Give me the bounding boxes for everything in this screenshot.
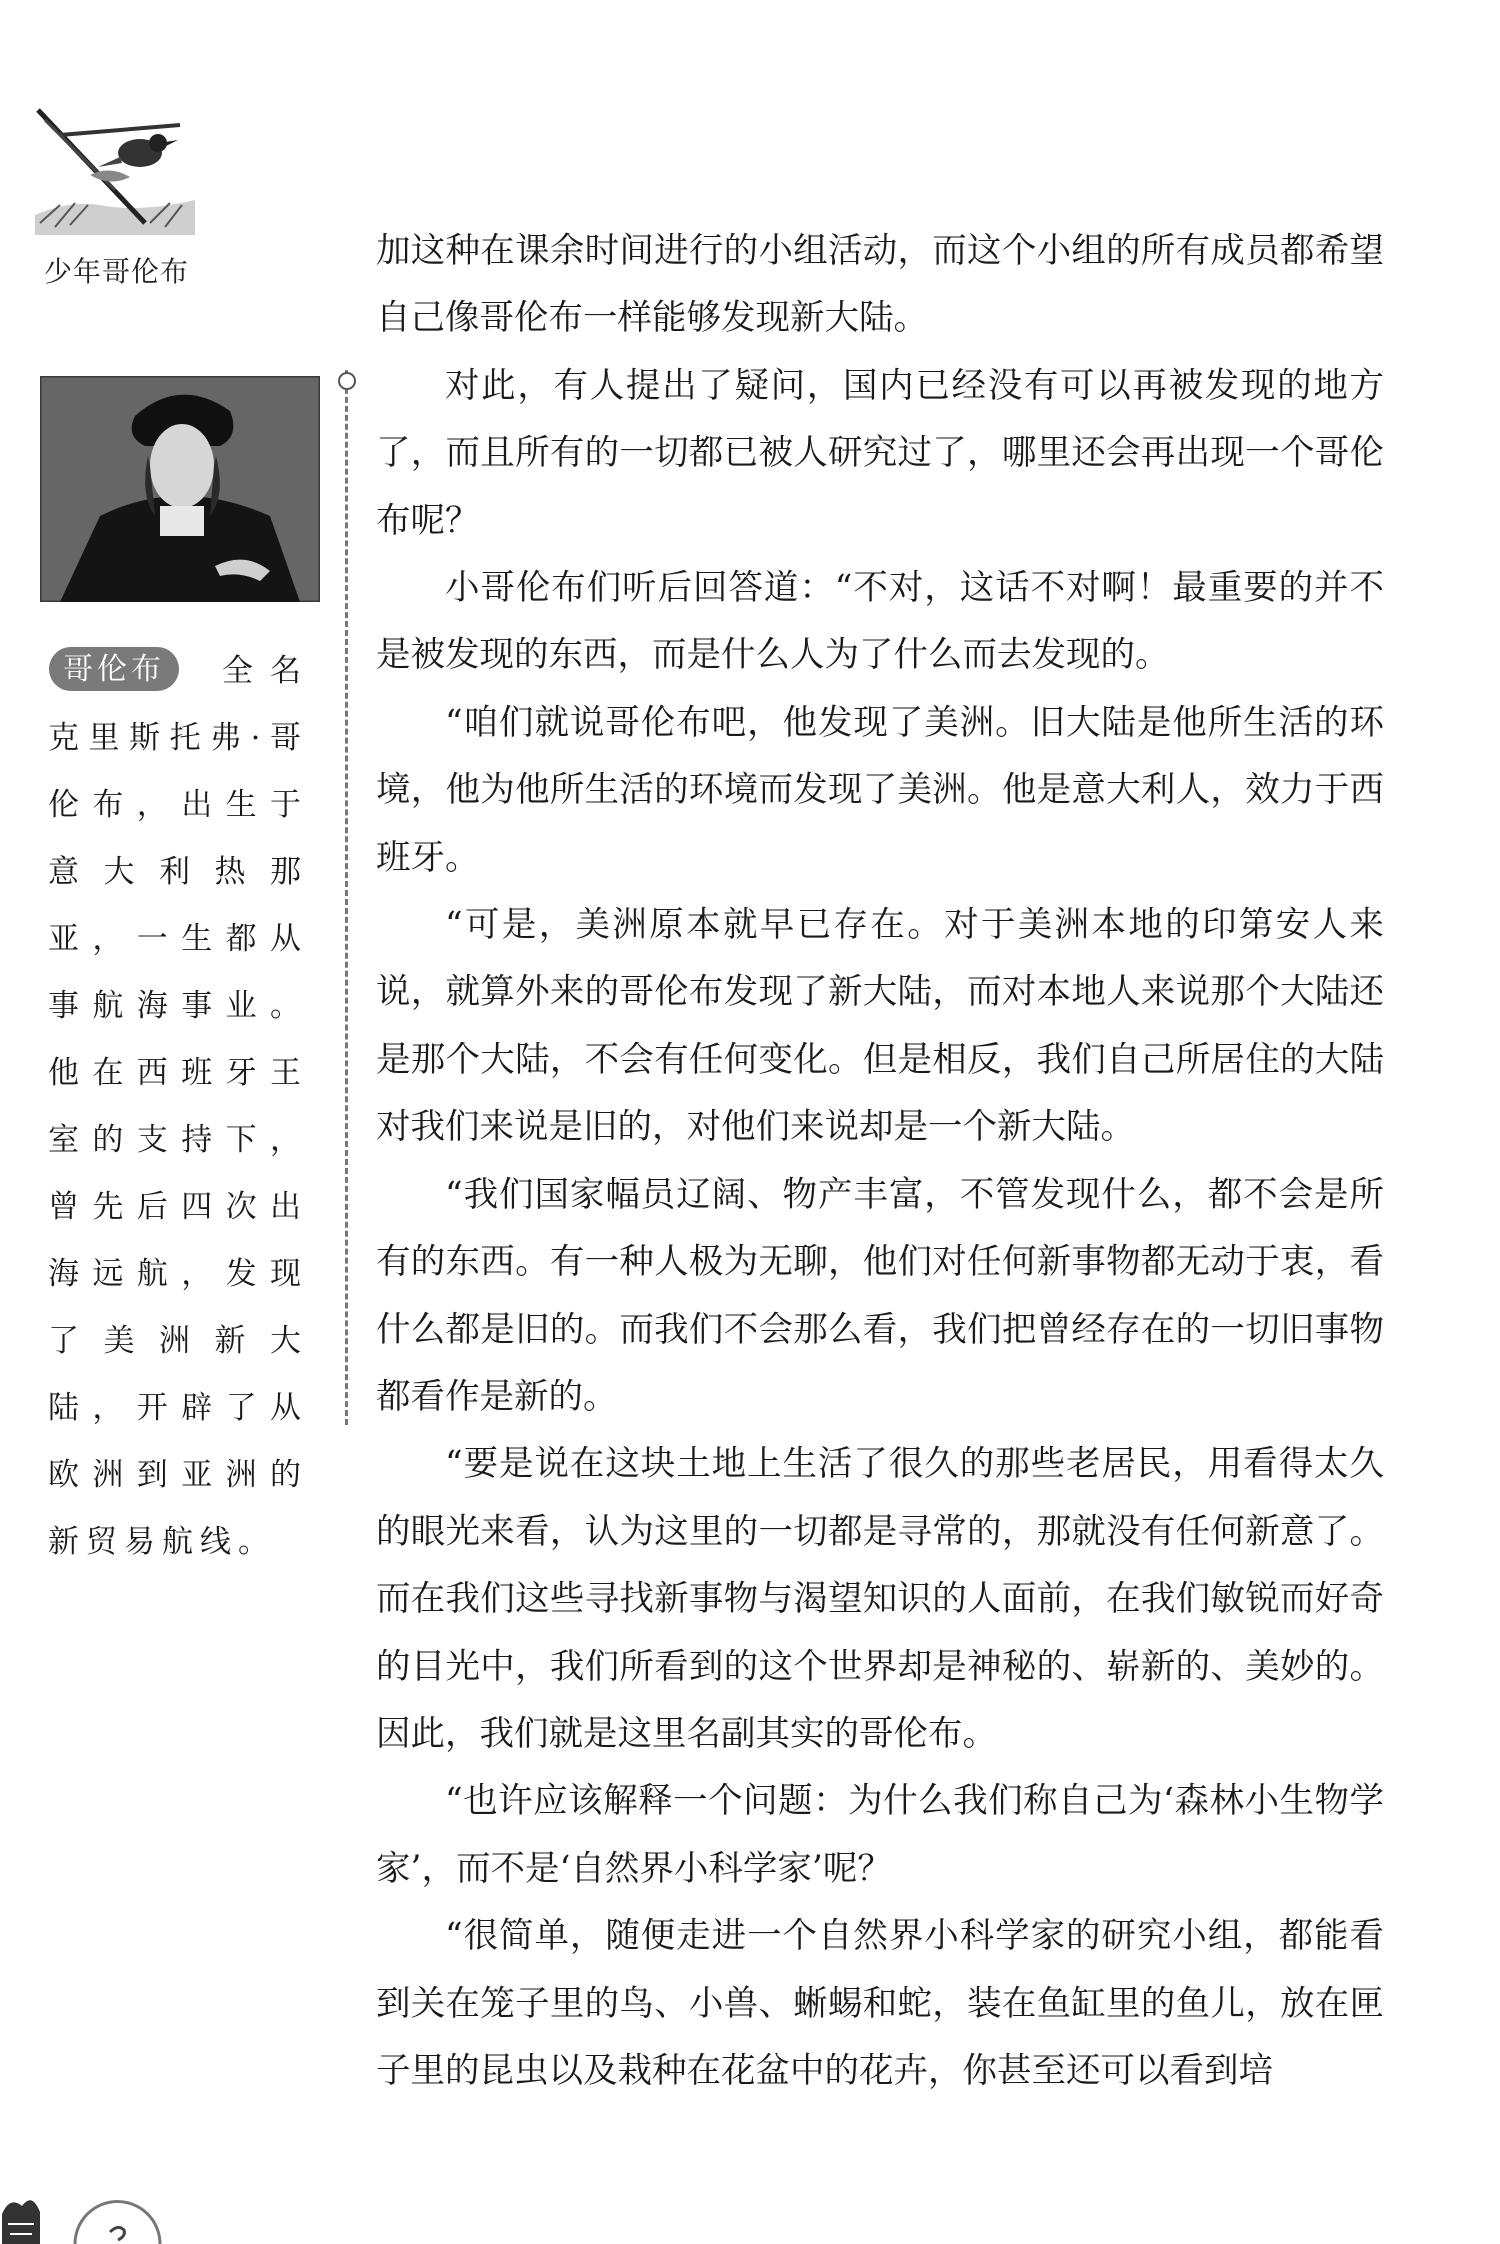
paragraph: “咱们就说哥伦布吧，他发现了美洲。旧大陆是他所生活的环境，他为他所生活的环境而发现了美洲。他是意大利人，效力于西班牙。	[376, 702, 1384, 878]
paragraph: 小哥伦布们听后回答道：“不对，这话不对啊！最重要的并不是被发现的东西，而是什么人为了什么而去发现的。	[376, 568, 1384, 676]
badge-label: 哥伦布	[63, 651, 165, 687]
divider-dot-icon	[338, 372, 356, 390]
sidebar-note	[48, 638, 308, 1576]
book-title: 少年哥伦布	[44, 255, 190, 288]
sidebar-divider	[345, 370, 348, 1425]
paragraph: “我们国家幅员辽阔、物产丰富，不管发现什么，都不会是所有的东西。有一种人极为无聊，他们对任何新事物都无动于衷，看什么都是旧的。而我们不会那么看，我们把曾经存在的一切旧事物都看作是新的。	[376, 1174, 1384, 1417]
paragraph: “可是，美洲原本就早已存在。对于美洲本地的印第安人来说，就算外来的哥伦布发现了新大陆，而对本地人来说那个大陆还是那个大陆，不会有任何变化。但是相反，我们自己所居住的大陆对我们来说是旧的，对他们来说却是一个新大陆。	[376, 905, 1384, 1148]
page-number-circle-icon	[75, 2202, 160, 2244]
paragraph: 对此，有人提出了疑问，国内已经没有可以再被发现的地方了，而且所有的一切都已被人研究过了，哪里还会再出现一个哥伦布呢？	[376, 365, 1384, 541]
sparrow-on-branch-icon	[30, 105, 200, 235]
name-badge	[48, 645, 180, 693]
tree-ornament-icon	[0, 2184, 170, 2244]
columbus-portrait-icon	[40, 376, 320, 602]
main-body	[376, 218, 1384, 2105]
sidebar-note-text: 全名克里斯托弗·哥伦布，出生于意大利热那亚，一生都从事航海事业。他在西班牙王室的支持下，曾先后四次出海远航，发现了美洲新大陆，开辟了从欧洲到亚洲的新贸易航线。	[48, 653, 308, 1560]
paragraph: “也许应该解释一个问题：为什么我们称自己为‘森林小生物学家’，而不是‘自然界小科学家’呢？	[376, 1781, 1384, 1889]
paragraph: “要是说在这块土地上生活了很久的那些老居民，用看得太久的眼光来看，认为这里的一切都是寻常的，那就没有任何新意了。而在我们这些寻找新事物与渴望知识的人面前，在我们敏锐而好奇的目光中，我们所看到的这个世界却是神秘的、崭新的、美妙的。因此，我们就是这里名副其实的哥伦布。	[376, 1444, 1384, 1754]
paragraph: “很简单，随便走进一个自然界小科学家的研究小组，都能看到关在笼子里的鸟、小兽、蜥蜴和蛇，装在鱼缸里的鱼儿，放在匣子里的昆虫以及栽种在花盆中的花卉，你甚至还可以看到培	[376, 1916, 1384, 2091]
paragraph: 加这种在课余时间进行的小组活动，而这个小组的所有成员都希望自己像哥伦布一样能够发现新大陆。	[376, 231, 1384, 339]
